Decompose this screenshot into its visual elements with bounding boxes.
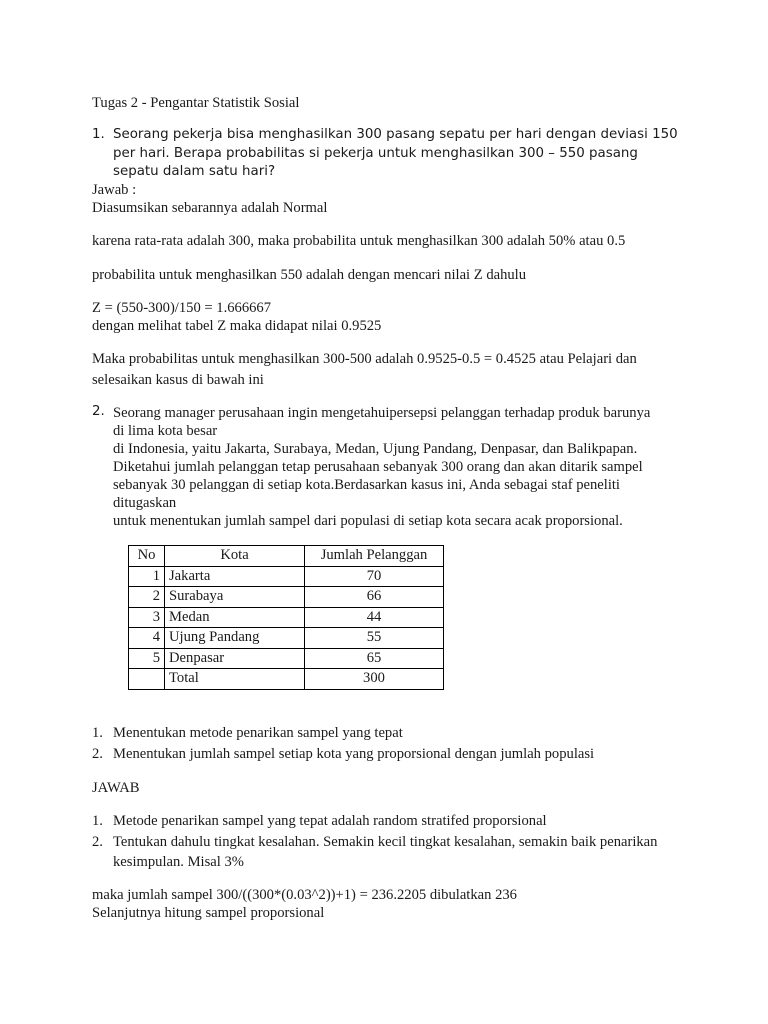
cell-kota: Jakarta [165, 566, 305, 587]
cell-total-label: Total [165, 669, 305, 690]
q2-line: di Indonesia, yaitu Jakarta, Surabaya, Medan, Ujung Pandang, Denpasar, dan Balikpapan. [113, 441, 638, 457]
cell-no: 5 [129, 648, 165, 669]
header-jumlah: Jumlah Pelanggan [305, 546, 444, 567]
assumption-text: Diasumsikan sebarannya adalah Normal [92, 200, 328, 216]
document-title: Tugas 2 - Pengantar Statistik Sosial [92, 95, 300, 111]
table-header-row [129, 546, 444, 567]
table-row [129, 566, 444, 587]
cell-kota: Medan [165, 607, 305, 628]
q2-line: sebanyak 30 pelanggan di setiap kota.Berdasarkan kasus ini, Anda sebagai staf peneliti [113, 477, 620, 493]
q2-line: di lima kota besar [113, 423, 218, 439]
cell-jumlah: 55 [305, 628, 444, 649]
cell-jumlah: 66 [305, 587, 444, 608]
table-row [129, 607, 444, 628]
q1-number: 1. [92, 127, 105, 142]
task-number: 2. [92, 746, 103, 762]
sample-formula: maka jumlah sampel 300/((300*(0.03^2))+1) = 236.2205 dibulatkan 236 [92, 887, 517, 903]
q2-line: ditugaskan [113, 495, 177, 511]
cell-no [129, 669, 165, 690]
next-step-text: Selanjutnya hitung sampel proporsional [92, 905, 325, 921]
mean-text: karena rata-rata adalah 300, maka probabilita untuk menghasilkan 300 adalah 50% atau 0.5 [92, 233, 626, 249]
jawab-label: Jawab : [92, 182, 137, 198]
cell-total-value: 300 [305, 669, 444, 690]
header-no: No [129, 546, 165, 567]
customer-table [128, 545, 444, 690]
z-table-text: dengan melihat tabel Z maka didapat nilai 0.9525 [92, 318, 382, 334]
answer-number: 1. [92, 813, 103, 829]
cell-kota: Denpasar [165, 648, 305, 669]
cell-no: 4 [129, 628, 165, 649]
cell-no: 2 [129, 587, 165, 608]
cell-kota: Surabaya [165, 587, 305, 608]
table-row [129, 648, 444, 669]
cell-no: 3 [129, 607, 165, 628]
q2-line: untuk menentukan jumlah sampel dari populasi di setiap kota secara acak proporsional. [113, 513, 623, 529]
cell-jumlah: 70 [305, 566, 444, 587]
probability-550-text: probabilita untuk menghasilkan 550 adalah dengan mencari nilai Z dahulu [92, 267, 527, 283]
answer-text: kesimpulan. Misal 3% [113, 854, 244, 870]
conclusion-line: selesaikan kasus di bawah ini [92, 372, 264, 388]
cell-jumlah: 65 [305, 648, 444, 669]
task-number: 1. [92, 725, 103, 741]
q2-line: Diketahui jumlah pelanggan tetap perusahaan sebanyak 300 orang dan akan ditarik sampel [113, 459, 643, 475]
header-kota: Kota [165, 546, 305, 567]
conclusion-line: Maka probabilitas untuk menghasilkan 300-500 adalah 0.9525-0.5 = 0.4525 atau Pelajari dan [92, 351, 637, 367]
z-formula: Z = (550-300)/150 = 1.666667 [92, 300, 272, 316]
cell-no: 1 [129, 566, 165, 587]
q1-line: sepatu dalam satu hari? [113, 164, 276, 179]
q2-line: Seorang manager perusahaan ingin mengetahuipersepsi pelanggan terhadap produk barunya [113, 405, 651, 421]
task-text: Menentukan jumlah sampel setiap kota yang proporsional dengan jumlah populasi [113, 746, 595, 762]
q2-number: 2. [92, 404, 105, 419]
table-row [129, 587, 444, 608]
answer-text: Tentukan dahulu tingkat kesalahan. Semakin kecil tingkat kesalahan, semakin baik penarikan [113, 834, 658, 850]
q1-line: Seorang pekerja bisa menghasilkan 300 pasang sepatu per hari dengan deviasi 150 [113, 127, 678, 142]
cell-jumlah: 44 [305, 607, 444, 628]
table-total-row [129, 669, 444, 690]
table-row [129, 628, 444, 649]
answer-text: Metode penarikan sampel yang tepat adalah random stratifed proporsional [113, 813, 547, 829]
answer-number: 2. [92, 834, 103, 850]
jawab-heading: JAWAB [92, 780, 140, 796]
q1-line: per hari. Berapa probabilitas si pekerja untuk menghasilkan 300 – 550 pasang [113, 146, 638, 161]
cell-kota: Ujung Pandang [165, 628, 305, 649]
task-text: Menentukan metode penarikan sampel yang tepat [113, 725, 403, 741]
